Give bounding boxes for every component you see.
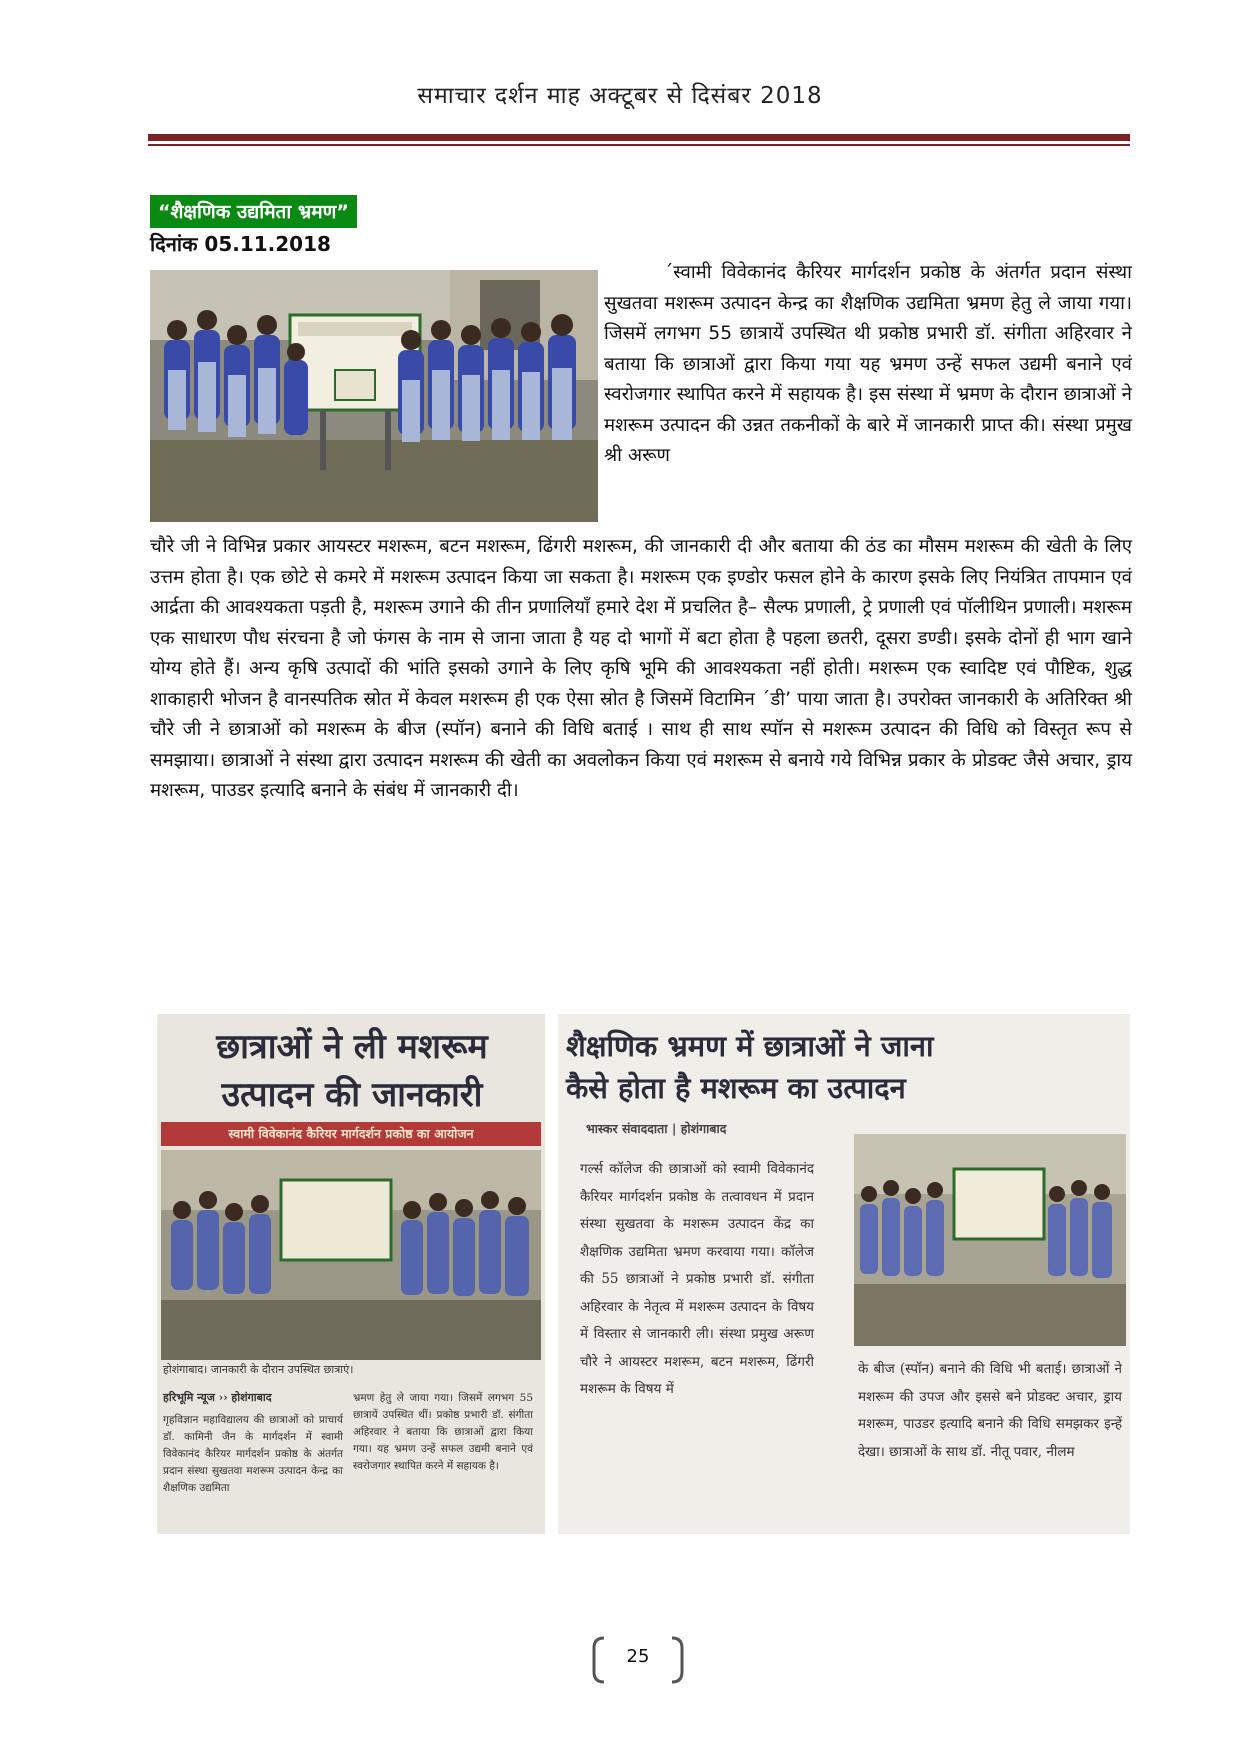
article-heading: “शैक्षणिक उद्यमिता भ्रमण” (150, 195, 357, 228)
article-body-paragraph: चौरे जी ने विभिन्न प्रकार आयस्टर मशरूम, बटन मशरूम, ढिंगरी मशरूम, की जानकारी दी और बताया की ठंड का मौसम मशरूम की खेती के लिए उत्तम होता है। एक छोटे से कमरे में मशरूम उत्पादन किया जा सकता है। मशरूम एक इण्डोर फसल होने के कारण इसके लिए नियंत्रित तापमान एवं आर्द्रता की आवश्यकता पड़ती है, मशरूम उगाने की तीन प्रणालियाँ हमारे देश में प्रचलित है– सैल्फ प्रणाली, ट्रे प्रणाली एवं पॉलीथिन प्रणाली। मशरूम एक साधारण पौध संरचना है जो फंगस के नाम से जाना जाता है यह दो भागों में बटा होता है पहला छतरी, दूसरा डण्डी। इसके दोनों ही भाग खाने योग्य होते हैं। अन्य कृषि उत्पादों की भांति इसको उगाने के लिए कृषि भूमि की आवश्यकता नहीं होती। मशरूम एक स्वादिष्ट एवं पौष्टिक, शुद्ध शाकाहारी भोजन है वानस्पतिक स्रोत में केवल मशरूम ही एक ऐसा स्रोत है जिसमें विटामिन ´डी’ पाया जाता है। उपरोक्त जानकारी के अतिरिक्त श्री चौरे जी ने छात्राओं को मशरूम के बीज (स्पॉन) बनाने की विधि बताई । साथ ही साथ स्पॉन से मशरूम उत्पादन की विधि को विस्तृत रूप से समझाया। छात्राओं ने संस्था द्वारा उत्पादन मशरूम की खेती का अवलोकन किया एवं मशरूम से बनाये गये विभिन्न प्रकार के प्रोडक्ट जैसे अचार, ड्राय मशरूम, पाउडर इत्यादि बनाने के संबंध में जानकारी दी। (150, 536, 1132, 801)
clipping2-photo (854, 1134, 1126, 1346)
clipping2-column1: गर्ल्स कॉलेज की छात्राओं को स्वामी विवेकानंद कैरियर मार्गदर्शन प्रकोष्ठ के तत्वावधन में प्रदान संस्था सुखतवा के मशरूम उत्पादन केंद्र का शैक्षणिक उद्यमिता भ्रमण करवाया गया। कॉलेज की 55 छात्राओं ने प्रकोष्ठ प्रभारी डॉ. संगीता अहिरवार के नेतृत्व में मशरूम उत्पादन के विषय में विस्तार से जानकारी ली। संस्था प्रमुख अरूण चौरे ने आयस्टर मशरूम, बटन मशरूम, ढिंगरी मशरूम के विषय में (580, 1161, 814, 1397)
clipping1-headline-line1: छात्राओं ने ली मशरूम (216, 1027, 488, 1067)
header-rule-thin (148, 144, 1130, 146)
clipping2-column2: के बीज (स्पॉन) बनाने की विधि भी बताई। छात्राओं ने मशरूम की उपज और इससे बने प्रोडक्ट अचार, ड्राय मशरूम, पाउडर इत्यादि बनाने की विधि समझकर इन्हें देखा। छात्राओं के साथ डॉ. नीतू पवार, नीलम (858, 1361, 1122, 1460)
page-number: 25 (626, 1646, 650, 1667)
clipping1-byline: हरिभूमि न्यूज ›› होशंगाबाद (163, 1391, 272, 1404)
clipping1-photo (161, 1150, 541, 1360)
clipping1-column1: गृहविज्ञान महाविद्यालय की छात्राओं को प्राचार्य डॉ. कामिनी जैन के मार्गदर्शन में स्वामी विवेकानंद कैरियर मार्गदर्शन प्रकोष्ठ के अंतर्गत प्रदान संस्था सुखतवा मशरूम उत्पादन केन्द्र का शैक्षणिक उद्यमिता (163, 1414, 343, 1494)
article-date: दिनांक 05.11.2018 (150, 232, 331, 256)
clipping2-headline-line2: कैसे होता है मशरूम का उत्पादन (566, 1071, 906, 1105)
clipping1-photo-caption: होशंगाबाद। जानकारी के दौरान उपस्थित छात्राएं। (163, 1363, 354, 1376)
clipping1-headline-line2: उत्पादन की जानकारी (221, 1075, 483, 1115)
clipping1-subhead: स्वामी विवेकानंद कैरियर मार्गदर्शन प्रकोष्ठ का आयोजन (161, 1122, 541, 1146)
page-header-title: समाचार दर्शन माह अक्टूबर से दिसंबर 2018 (417, 83, 823, 109)
clipping2-byline: भास्कर संवाददाता | होशंगाबाद (586, 1121, 727, 1136)
article-intro-paragraph: ´स्वामी विवेकानंद कैरियर मार्गदर्शन प्रकोष्ठ के अंतर्गत प्रदान संस्था सुखतवा मशरूम उत्पादन केन्द्र का शैक्षणिक उद्यमिता भ्रमण हेतु ले जाया गया। जिसमें लगभग 55 छात्रायें उपस्थित थी प्रकोष्ठ प्रभारी डॉ. संगीता अहिरवार ने बताया कि छात्राओं द्वारा किया गया यह भ्रमण उन्हें सफल उद्यमी बनाने एवं स्वरोजगार स्थापित करने में सहायक है। इस संस्था में भ्रमण के दौरान छात्राओं ने मशरूम उत्पादन की उन्नत तकनीकों के बारे में जानकारी प्राप्त की। संस्था प्रमुख श्री अरूण (604, 262, 1132, 466)
header-rule-thick (148, 134, 1130, 141)
students-group-photo (150, 270, 598, 522)
clipping2-headline-line1: शैक्षणिक भ्रमण में छात्राओं ने जाना (566, 1029, 934, 1063)
clipping1-column2: भ्रमण हेतु ले जाया गया। जिसमें लगभग 55 छात्रायें उपस्थित थीं। प्रकोष्ठ प्रभारी डॉ. संगीता अहिरवार ने बताया कि छात्राओं द्वारा किया गया। यह भ्रमण उन्हें सफल उद्यमी बनाने एवं स्वरोजगार स्थापित करने में सहायक है। (353, 1392, 533, 1472)
newspaper-clipping-haribhoomi (157, 1014, 545, 1534)
newspaper-clipping-bhaskar (558, 1014, 1130, 1534)
